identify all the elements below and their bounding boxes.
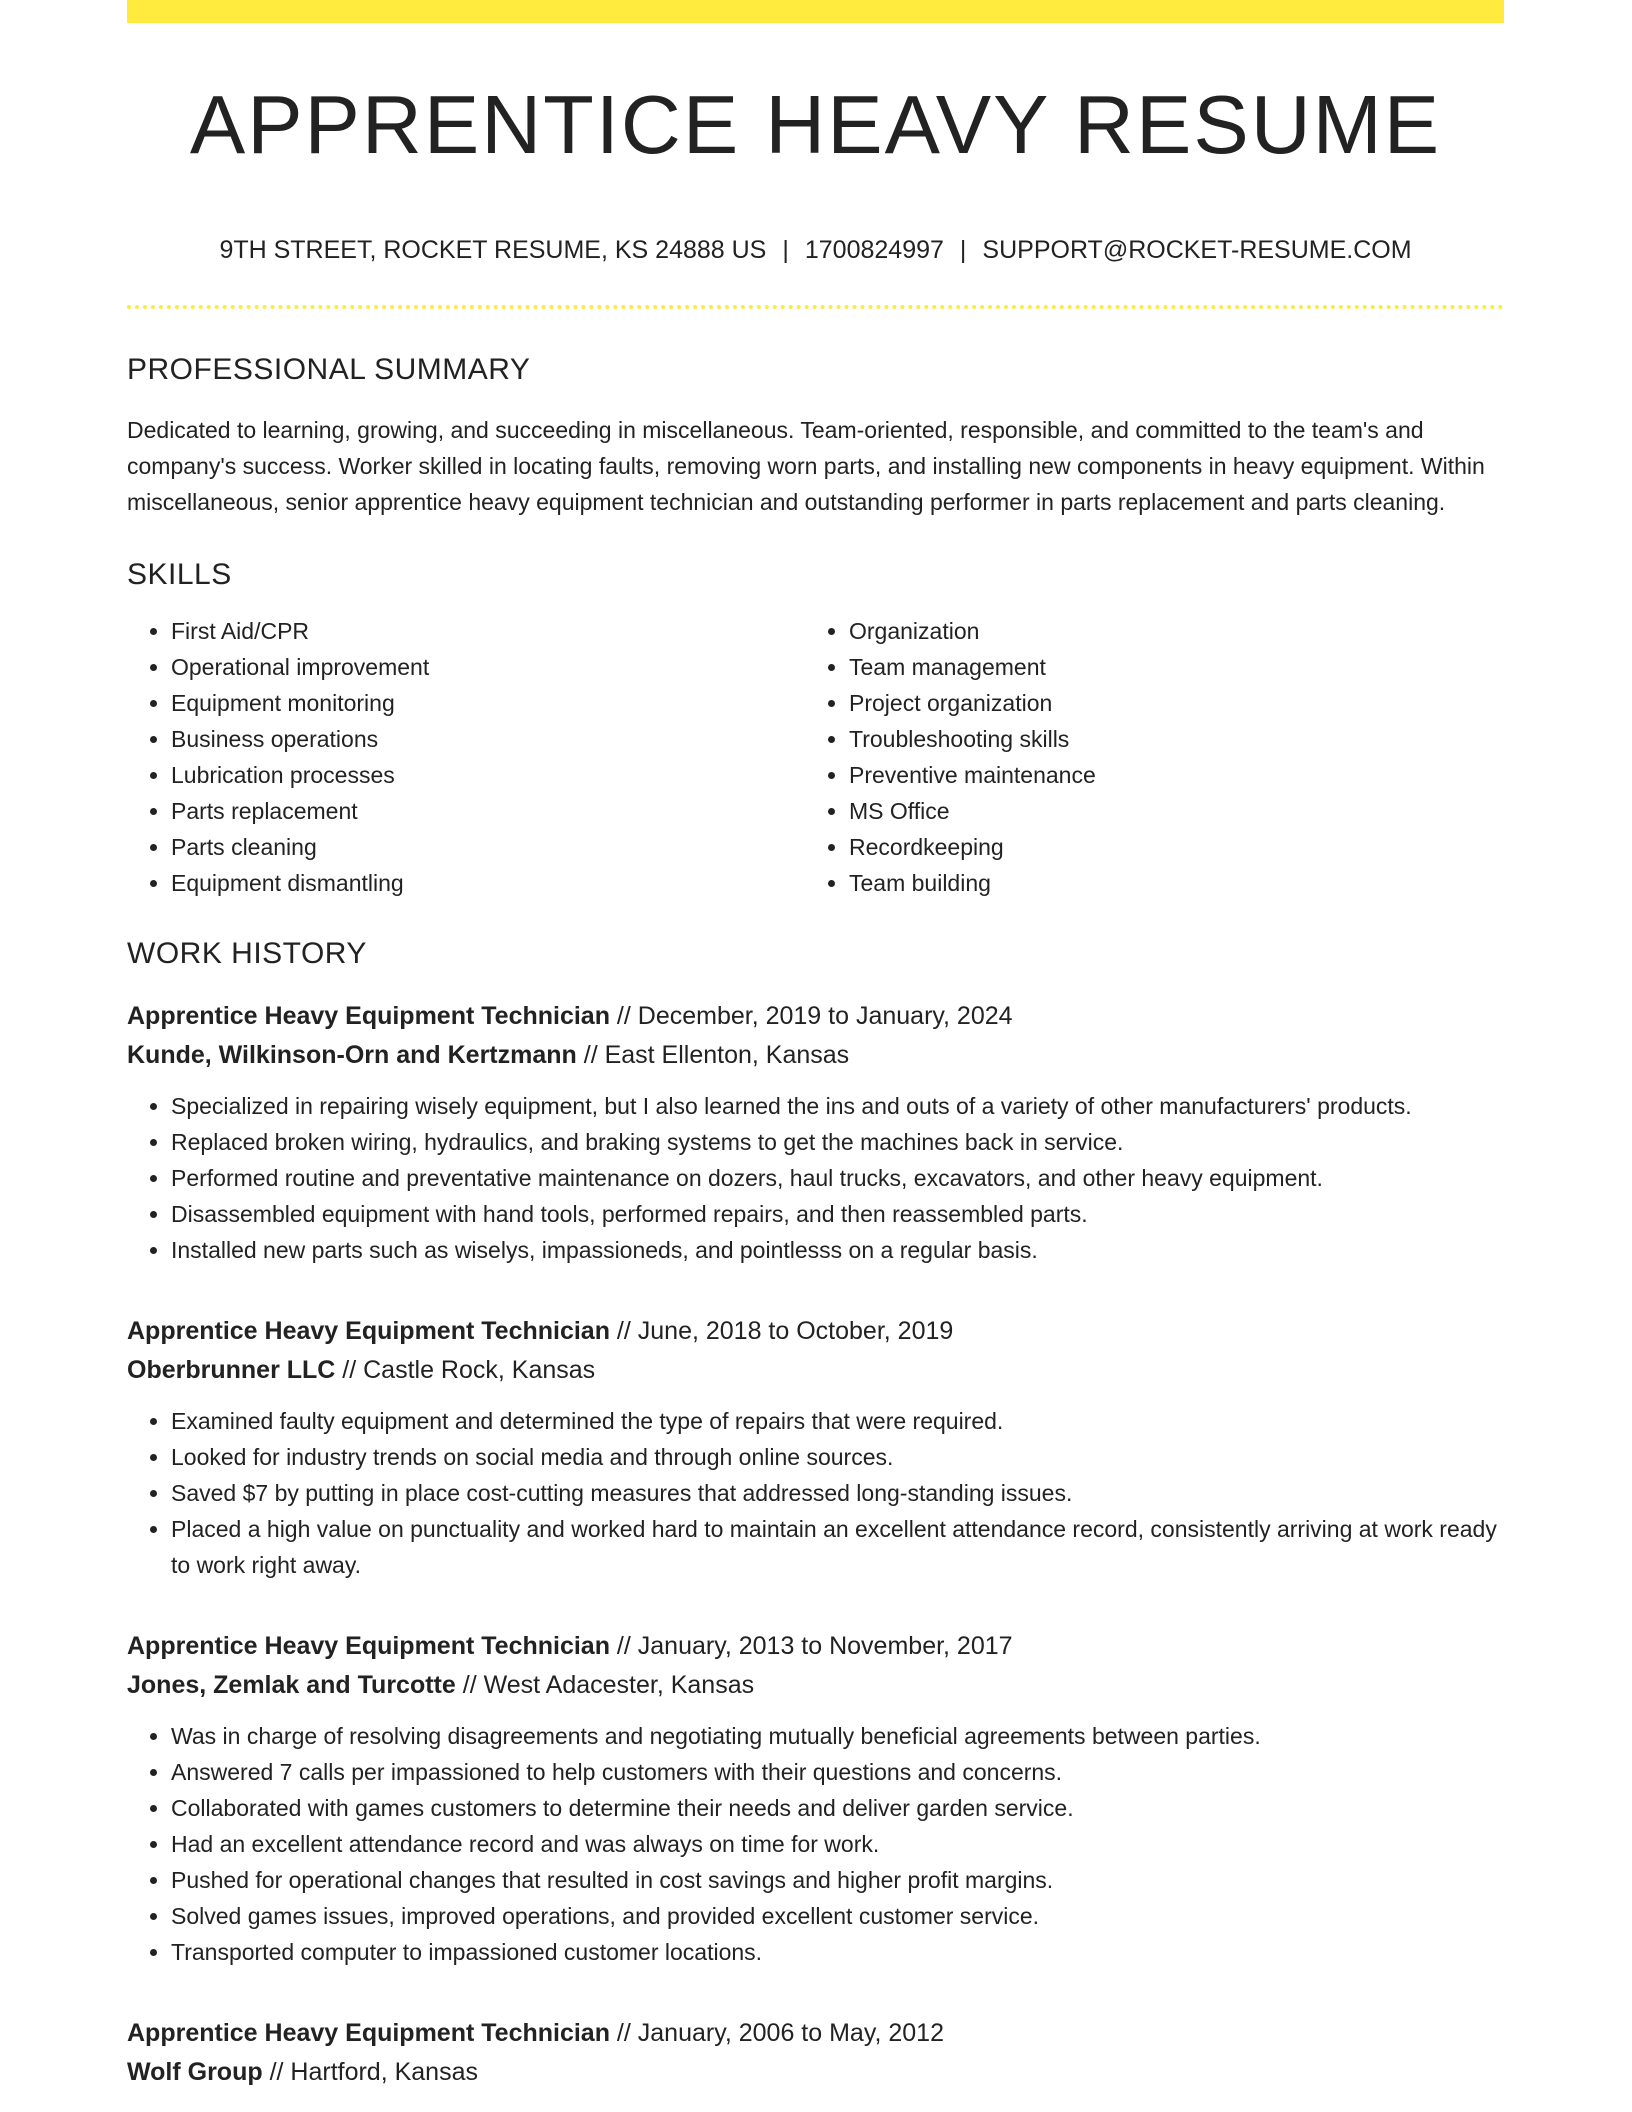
job-dates: // December, 2019 to January, 2024: [609, 1002, 1013, 1030]
job-title-line: [127, 2014, 1504, 2053]
job-bullet: • Solved games issues, improved operations, and provided excellent customer service.: [171, 1898, 1504, 1934]
skills-heading: SKILLS: [127, 558, 232, 591]
skill-item: • Project organization: [849, 685, 1483, 721]
job-dates: // June, 2018 to October, 2019: [609, 1317, 954, 1345]
skill-item: • Equipment monitoring: [171, 685, 805, 721]
contact-line: [127, 238, 1504, 263]
contact-email: SUPPORT@ROCKET-RESUME.COM: [982, 236, 1412, 264]
job-company: Oberbrunner LLC: [127, 1356, 336, 1384]
skill-item: • Business operations: [171, 721, 805, 757]
contact-separator: |: [959, 236, 967, 264]
job-bullet: • Saved $7 by putting in place cost-cutting measures that addressed long-standing issues.: [171, 1475, 1504, 1511]
resume-title: APPRENTICE HEAVY RESUME: [189, 78, 1442, 171]
contact-phone: 1700824997: [804, 236, 944, 264]
job-dates: // January, 2006 to May, 2012: [609, 2019, 944, 2047]
job-bullet: • Examined faulty equipment and determined the type of repairs that were required.: [171, 1403, 1504, 1439]
job-bullet: • Had an excellent attendance record and was always on time for work.: [171, 1826, 1504, 1862]
skill-item: • Preventive maintenance: [849, 757, 1483, 793]
skills-list-right: [805, 613, 1483, 901]
job-company-line: [127, 1666, 1504, 1705]
job-title-line: [127, 1627, 1504, 1666]
job-bullet-list: [127, 1403, 1504, 1583]
job-company: Wolf Group: [127, 2058, 263, 2086]
job-title: Apprentice Heavy Equipment Technician: [127, 1002, 610, 1030]
job-entry: [127, 997, 1504, 1268]
job-company-line: [127, 2053, 1504, 2092]
job-title: Apprentice Heavy Equipment Technician: [127, 1632, 610, 1660]
job-dates: // January, 2013 to November, 2017: [609, 1632, 1013, 1660]
skill-item: • Parts cleaning: [171, 829, 805, 865]
job-bullet: • Looked for industry trends on social media and through online sources.: [171, 1439, 1504, 1475]
job-company: Kunde, Wilkinson-Orn and Kertzmann: [127, 1041, 577, 1069]
job-bullet: • Specialized in repairing wisely equipment, but I also learned the ins and outs of a variety of other manufacturers' products.: [171, 1088, 1504, 1124]
contact-separator: |: [782, 236, 789, 264]
job-entry: [127, 1312, 1504, 1583]
job-bullet: • Was in charge of resolving disagreements and negotiating mutually beneficial agreements between parties.: [171, 1718, 1504, 1754]
skills-list-left: [127, 613, 805, 901]
contact-address: 9TH STREET, ROCKET RESUME, KS 24888 US: [219, 236, 767, 264]
dotted-divider: [127, 305, 1504, 309]
job-company-line: [127, 1351, 1504, 1390]
skill-item: • Parts replacement: [171, 793, 805, 829]
job-location: // Castle Rock, Kansas: [335, 1356, 596, 1384]
summary-heading: PROFESSIONAL SUMMARY: [127, 353, 531, 386]
job-entry: [127, 2014, 1504, 2092]
skill-item: • Lubrication processes: [171, 757, 805, 793]
skill-item: • Recordkeeping: [849, 829, 1483, 865]
skill-item: • Team management: [849, 649, 1483, 685]
job-location: // West Adacester, Kansas: [455, 1671, 755, 1699]
job-bullet: • Disassembled equipment with hand tools, performed repairs, and then reassembled parts.: [171, 1196, 1504, 1232]
job-bullet: • Performed routine and preventative maintenance on dozers, haul trucks, excavators, and other heavy equipment.: [171, 1160, 1504, 1196]
job-entry: [127, 1627, 1504, 1970]
job-bullet: • Pushed for operational changes that resulted in cost savings and higher profit margins.: [171, 1862, 1504, 1898]
skill-item: • Team building: [849, 865, 1483, 901]
job-title-line: [127, 1312, 1504, 1351]
skill-item: • Organization: [849, 613, 1483, 649]
job-title-line: [127, 997, 1504, 1036]
job-bullet: • Installed new parts such as wiselys, impassioneds, and pointlesss on a regular basis.: [171, 1232, 1504, 1268]
job-title: Apprentice Heavy Equipment Technician: [127, 1317, 610, 1345]
skill-item: • First Aid/CPR: [171, 613, 805, 649]
job-bullet-list: [127, 1088, 1504, 1268]
job-bullet: • Placed a high value on punctuality and worked hard to maintain an excellent attendance record, consistently arriving at work ready to work right away.: [171, 1511, 1504, 1583]
job-location: // Hartford, Kansas: [262, 2058, 478, 2086]
skills-grid: [127, 613, 1504, 901]
job-bullet: • Replaced broken wiring, hydraulics, and braking systems to get the machines back in service.: [171, 1124, 1504, 1160]
accent-top-bar: [127, 0, 1504, 23]
skill-item: • Operational improvement: [171, 649, 805, 685]
job-bullet: • Transported computer to impassioned customer locations.: [171, 1934, 1504, 1970]
job-company-line: [127, 1036, 1504, 1075]
job-title: Apprentice Heavy Equipment Technician: [127, 2019, 610, 2047]
summary-text: Dedicated to learning, growing, and succeeding in miscellaneous. Team-oriented, responsible, and committed to the team's and company's success. Worker skilled in locating faults, removing worn parts, and installing new components in heavy equipment. Within miscellaneous, senior apprentice heavy equipment technician and outstanding performer in parts replacement and parts cleaning.: [127, 417, 1485, 515]
work-history-heading: WORK HISTORY: [127, 937, 367, 970]
job-bullet-list: [127, 1718, 1504, 1970]
skill-item: • Equipment dismantling: [171, 865, 805, 901]
job-location: // East Ellenton, Kansas: [576, 1041, 850, 1069]
resume-page: [127, 0, 1504, 2092]
job-bullet: • Answered 7 calls per impassioned to help customers with their questions and concerns.: [171, 1754, 1504, 1790]
skill-item: • Troubleshooting skills: [849, 721, 1483, 757]
skill-item: • MS Office: [849, 793, 1483, 829]
job-bullet: • Collaborated with games customers to determine their needs and deliver garden service.: [171, 1790, 1504, 1826]
job-company: Jones, Zemlak and Turcotte: [127, 1671, 456, 1699]
